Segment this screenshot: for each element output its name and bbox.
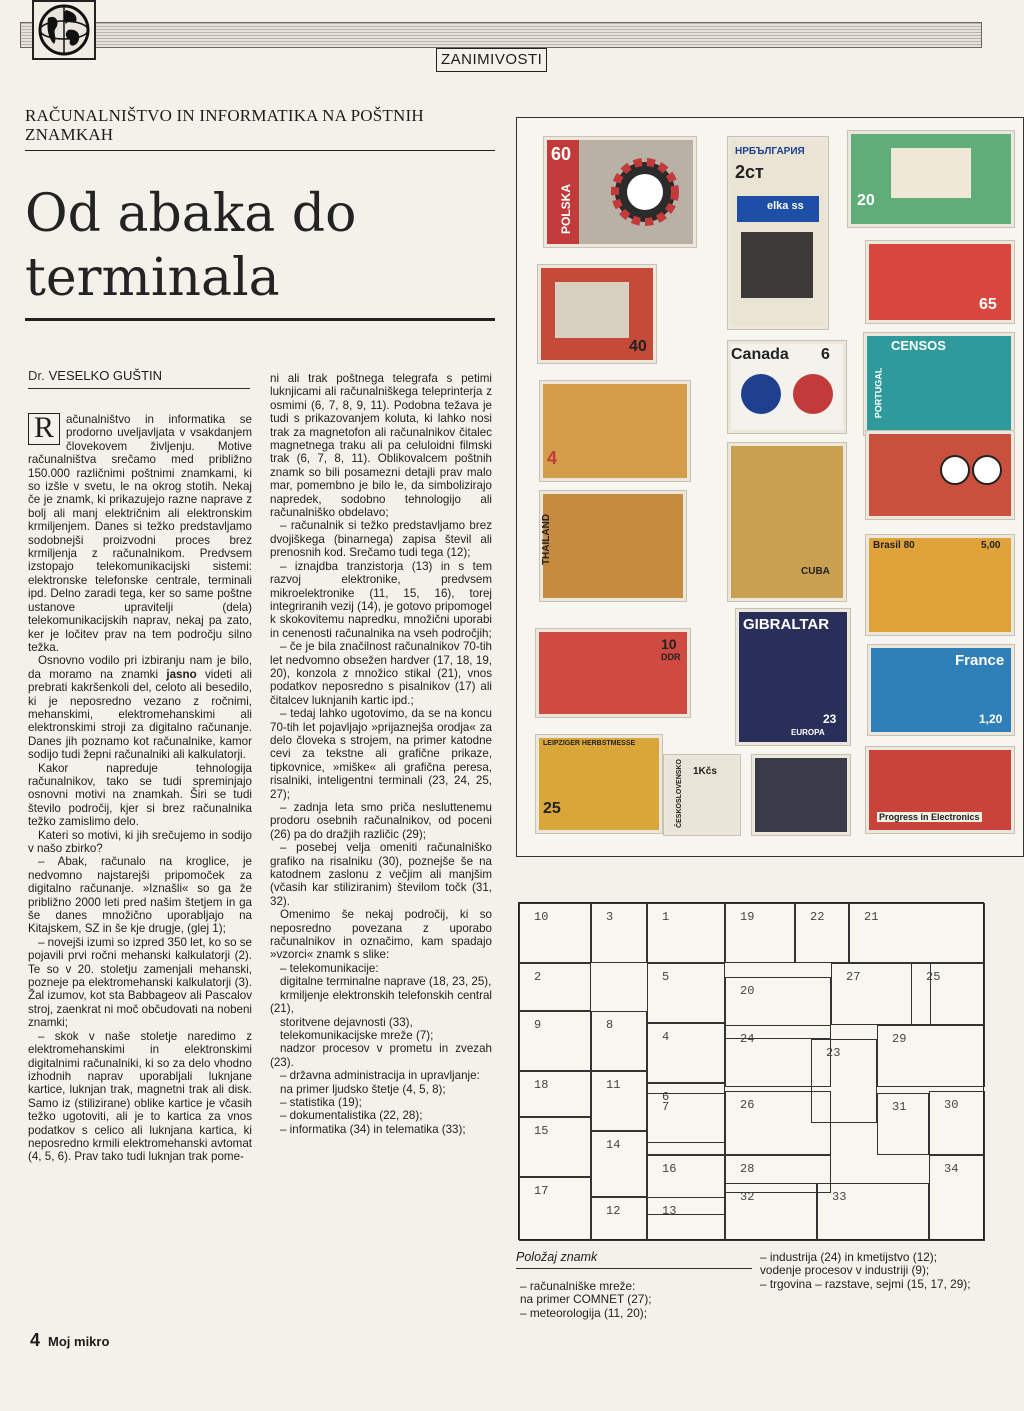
grid-cell: 16: [647, 1155, 725, 1215]
paragraph-text: Osnovno vodilo pri izbiranju nam je bilo, da moramo na znamki: [28, 654, 252, 681]
stamp-title: CENSOS: [891, 338, 946, 353]
grid-cell: 5: [647, 963, 725, 1023]
paragraph: – računalnik si težko predstavljamo brez dvojiškega (binarnega) zapisa števil ali prenosnih kod. Srečamo tudi tega (12);: [270, 519, 492, 560]
paragraph: – državna administracija in upravljanje:: [280, 1069, 480, 1083]
stamp-image: [891, 148, 971, 198]
paragraph: – zadnja leta smo priča nesluttenemu prodoru osebnih računalnikov, od poceni (26) pa do dražjih različic (29);: [270, 801, 492, 841]
grid-cell: 4: [647, 1023, 725, 1083]
stamp-country: ČESKOSLOVENSKO: [675, 759, 683, 828]
grid-cell: 3: [591, 903, 647, 963]
paragraph: – statistika (19);: [280, 1095, 362, 1109]
paragraph: – skok v naše stoletje naredimo z elektromehanskimi in elektronskimi digitalnimi računalniki, ki so za delo vhodno izhodnih naprav uporabljali luknjane kartice, luknjan trak, magnetni trak ali disk. Samo iz (stilizirane) oblike kartice je včasih težko ugotoviti, ali je to kartica za vnos podatkov s celico ali luknjana kartica, ki neposredno krmili elektromehanski avtomat (4, 5, 6). Prav tako tudi luknjan trak pome-: [28, 1029, 252, 1164]
stamp-value: 4: [547, 448, 558, 468]
stamp-value: 2ст: [735, 162, 764, 182]
paragraph: – posebej velja omeniti računalniško grafiko na risalniku (30), poznejše še na katodnem zaslonu z večjim ali manjšim (včasih kar stiliziranim) številom točk (31, 32).: [270, 841, 492, 908]
grid-cell: 9: [519, 1011, 591, 1071]
stamp-title: Progress in Electronics: [879, 812, 980, 822]
byline-prefix: Dr.: [28, 368, 45, 383]
grid-cell: 12: [591, 1197, 647, 1241]
paragraph: – dokumentalistika (22, 28);: [280, 1109, 423, 1123]
paragraph: Kateri so motivi, ki jih srečujemo in sodijo v našo zbirko?: [28, 828, 252, 855]
grid-cell: 34: [929, 1155, 985, 1241]
stamp-value: 20: [857, 192, 875, 209]
stamp-panel: [516, 117, 1024, 857]
paragraph: vodenje procesov v industriji (9);: [760, 1263, 930, 1278]
paragraph: – računalniške mreže:: [520, 1279, 636, 1293]
grid-cell: 26: [725, 1091, 831, 1155]
grid-cell: 15: [519, 1117, 591, 1177]
paragraph: – telekomunikacije:: [280, 961, 379, 975]
grid-cell: 20: [725, 977, 831, 1039]
paragraph: – če je bila značilnost računalnikov 70-tih let nedvomno obsežen hardver (17, 18, 19, 20), konzola z množico stikal (21), vnos podatkov neposredno s pisalnikov (17) ali čitalcev luknjanih kartic ipd.;: [270, 640, 492, 707]
stamp-country: PORTUGAL: [873, 367, 884, 419]
stamp-value: 1,20: [979, 712, 1003, 726]
stamp-country: France: [955, 652, 1005, 669]
text-column-3: [520, 1280, 750, 1320]
grid-cell: 14: [591, 1131, 647, 1197]
text-column-1: [28, 413, 252, 1164]
article-kicker: RAČUNALNIŠTVO IN INFORMATIKA NA POŠTNIH ZNAMKAH: [25, 106, 424, 144]
stamp-canada: [731, 344, 843, 430]
paragraph: storitvene dejavnosti (33),: [280, 1015, 413, 1029]
paragraph: [28, 654, 252, 761]
kicker-rule: [25, 150, 495, 151]
drop-cap: R: [28, 413, 60, 445]
paragraph: nadzor procesov v prometu in zvezah (23).: [270, 1042, 492, 1069]
grid-cell: 18: [519, 1071, 591, 1117]
grid-cell: 11: [591, 1071, 647, 1131]
grid-cell: 10: [519, 903, 591, 963]
paragraph: – informatika (34) in telematika (33);: [280, 1122, 466, 1136]
page-number: 4: [30, 1330, 41, 1350]
stamp-abacus: [541, 268, 653, 360]
grid-cell: 32: [725, 1183, 817, 1241]
grid-cell: 23: [811, 1039, 877, 1123]
paragraph: na primer ljudsko štetje (4, 5, 8);: [280, 1082, 446, 1096]
grid-cell: 29: [877, 1025, 985, 1087]
paragraph: – industrija (24) in kmetijstvo (12);: [760, 1250, 938, 1264]
stamp-position-grid: [518, 902, 984, 1240]
stamp-brand: elka ss: [767, 200, 804, 212]
headline-rule: [25, 318, 495, 321]
abacus-image: [555, 282, 629, 338]
grid-cell: 2: [519, 963, 591, 1011]
header-band: [20, 22, 982, 48]
grid-cell: 21: [849, 903, 985, 963]
article-headline: Od abaka do terminala: [25, 184, 357, 308]
grid-cell: 7: [647, 1093, 725, 1155]
paragraph: telekomunikacijske mreže (7);: [280, 1028, 434, 1042]
grid-cell: 33: [817, 1183, 929, 1241]
grid-cell: 17: [519, 1177, 591, 1241]
stamp-value: 60: [551, 144, 572, 164]
stamp-gibraltar: [739, 612, 847, 742]
grid-cell: 28: [725, 1155, 831, 1193]
paragraph: Kakor napreduje tehnologija računalnikov, tako se tudi spreminjajo osnovni motivi na znamkah. Širi se tudi število področij, kjer si brez računalnika težko zamislimo delo.: [28, 761, 252, 829]
stamp-country: Brasil 80: [873, 540, 915, 551]
calculator-image: [741, 232, 813, 298]
paragraph-text: videti ali prebrati kakršenkoli del, celoto ali besedilo, ki je neposredno vezano z ročnimi, mehanskimi, elektromehanskimi ali elektronskimi stroji za digitalno računanje. Danes jih poznamo kot računalnike, kamor sodijo tudi žepni računalniki ali kalkulatorji.: [28, 667, 252, 762]
stamp-title: LEIPZIGER HERBSTMESSE: [543, 740, 636, 747]
grid-cell: 31: [877, 1093, 929, 1155]
stamp-ddr: [539, 632, 687, 714]
grid-cell: 13: [647, 1197, 725, 1241]
stamp-portugal: [867, 336, 1011, 432]
paragraph: Omenimo še nekaj področij, ki so neposredno povezana z uporabo računalnikov in označimo, kam spadajo »vzorci« znamk s slike:: [270, 908, 492, 962]
grid-cell: 30: [929, 1091, 985, 1155]
stamp-value: 23: [823, 712, 837, 726]
stamp-space: [755, 758, 847, 832]
stamp-value: 6: [821, 346, 830, 363]
gear-icon: [607, 154, 683, 230]
paragraph: – iznajdba tranzistorja (13) in s tem razvoj elektronike, predvsem mikroelektronike (11, 15, 16), torej integriranih vezij (14), je gotovo pripomogel k skokovitemu napredku, množični uporabi in cenenosti računalnika na vseh področjih;: [270, 559, 492, 640]
stamp-thailand: [543, 494, 683, 598]
stamp-country: GIBRALTAR: [743, 616, 830, 633]
globe-icon: [38, 4, 90, 56]
stamp-country: DDR: [661, 652, 681, 662]
paragraph: ni ali trak poštnega telegrafa s petimi luknjicami ali računalniškega teleprinterja z osmimi (6, 7, 8, 9, 11). Podobna težava je tudi s prikazovanjem koluta, ki lahko nosi trak za magnetofon ali računalnikov čitalec magnetnega traku ali pa celuloidni filmski trak (6, 7, 8, 11). Oblikovalcem poštnih znamk so bili posamezni detajli prav malo mar, pomembno je bilo le, da simbolizirajo napredek, sodobno tehnologijo ali računalniško obdelavo;: [270, 372, 492, 520]
reel-icon: [939, 452, 1003, 488]
stamp-country: POLSKA: [559, 183, 574, 235]
stamp-polska: [547, 140, 693, 244]
text-column-4: [760, 1251, 982, 1291]
byline: [28, 368, 250, 389]
stamp-egypt: [851, 134, 1011, 224]
section-label: ZANIMIVOSTI: [436, 48, 547, 72]
magazine-name: Moj mikro: [48, 1334, 110, 1349]
stamp-country: Canada: [731, 346, 789, 363]
grid-cell: 27: [831, 963, 931, 1025]
paragraph: [28, 413, 252, 654]
paragraph: – novejši izumi so izpred 350 let, ko so se pojavili prvi ročni mehanski kalkulatorji (2). Te so v 20. stoletju zamenjali mehanski, pozneje pa elektromehanski kalkulatorji (3). Žal izumov, kot sta Babbageov ali Pascalov stroj, zaenkrat ni moč občudovati na nobeni znamki;: [28, 935, 252, 1030]
stamp-punchcard: [869, 244, 1011, 320]
stamp-value: 65: [979, 296, 997, 313]
grid-caption: Položaj znamk: [516, 1250, 752, 1269]
paragraph: krmiljenje elektronskih telefonskih central (21),: [270, 988, 492, 1016]
grid-cell: 1: [647, 903, 725, 963]
stamp-value: 5,00: [981, 540, 1001, 551]
paragraph: digitalne terminalne naprave (18, 23, 25),: [280, 975, 492, 989]
stamp-progress: [869, 750, 1011, 830]
stamp-value: 25: [543, 800, 561, 817]
stamp-tapedrive: [869, 434, 1011, 516]
stamp-country: НРБЪЛГАРИЯ: [735, 146, 805, 157]
emphasis: jasno: [166, 667, 197, 681]
paragraph: – Abak, računalo na kroglice, je nedvomno najstarejši pripomoček za digitalno računanje. »Iznašli« so ga že približno 2000 leti pred našim štetjem in ga še danes množično uporabljajo na Kitajskem, SZ in še kje drugje, (glej 1);: [28, 855, 252, 936]
stamp-value: 40: [629, 338, 647, 355]
stamp-france: [871, 648, 1011, 732]
census-icon: [737, 370, 837, 418]
paragraph: – tedaj lahko ugotovimo, da se na koncu 70-tih let pojavljajo »prijaznejša orodja« za delo človeka s strojem, na primer katodne cevi za tekstne ali grafične prikaze, tipkovnice, »miške« ali grafična peresa, risalniki, inteligentni terminali (23, 24, 25, 27);: [270, 707, 492, 801]
paragraph: na primer COMNET (27);: [520, 1292, 652, 1307]
stamp-leipziger: [539, 738, 659, 830]
stamp-country: CUBA: [801, 566, 830, 577]
paragraph-text: ačunalništvo in informatika se prodorno uveljavljata v vsakdanjem človekovem življenju. Motive računalništva srečamo med približno 150.000 različnimi poštnimi znamkami, ki so izšle v svetu, le na okrog stotih. Nekaj če je znamk, ki prikazujejo razne naprave z bolj ali manj električnim ali elektronskim krmiljenjem. Danes si težko predstavljamo sodobnejši proizvodni proces brez krmiljenja z računalnikom. Predvsem izstopajo telekomunikacijski sistemi: elektronske telefonske centrale, terminali ipd. Delno zaradi tega, ker so same poštne ustanove upravitelji (dela) telekomunikacijskih naprav, nekaj pa zato, ker je ločitev prav na tem področju silno težka.: [28, 413, 252, 654]
stamp-value: 10: [661, 636, 677, 652]
stamp-ceskoslovensko: [667, 758, 737, 832]
stamp-ussr: [543, 384, 687, 478]
paragraph: – trgovina – razstave, sejmi (15, 17, 29);: [760, 1276, 971, 1291]
stamp-brasil: [869, 538, 1011, 632]
stamp-bulgaria: [731, 140, 825, 326]
grid-cell: 19: [725, 903, 795, 963]
grid-cell: 25: [911, 963, 985, 1025]
stamp-country: THAILAND: [541, 513, 553, 566]
paragraph: – meteorologija (11, 20);: [520, 1305, 647, 1320]
grid-cell: 8: [591, 1011, 647, 1071]
byline-name: VESELKO GUŠTIN: [48, 368, 163, 383]
globe-logo-box: [32, 0, 96, 60]
page-footer: [30, 1330, 109, 1351]
text-column-2: [270, 372, 492, 1136]
stamp-value: 1Kčs: [693, 766, 717, 777]
stamp-congress: [731, 446, 843, 598]
grid-cell: 24: [725, 1025, 831, 1087]
grid-cell: 6: [647, 1083, 725, 1143]
stamp-series: EUROPA: [791, 728, 825, 737]
grid-cell: 22: [795, 903, 849, 963]
